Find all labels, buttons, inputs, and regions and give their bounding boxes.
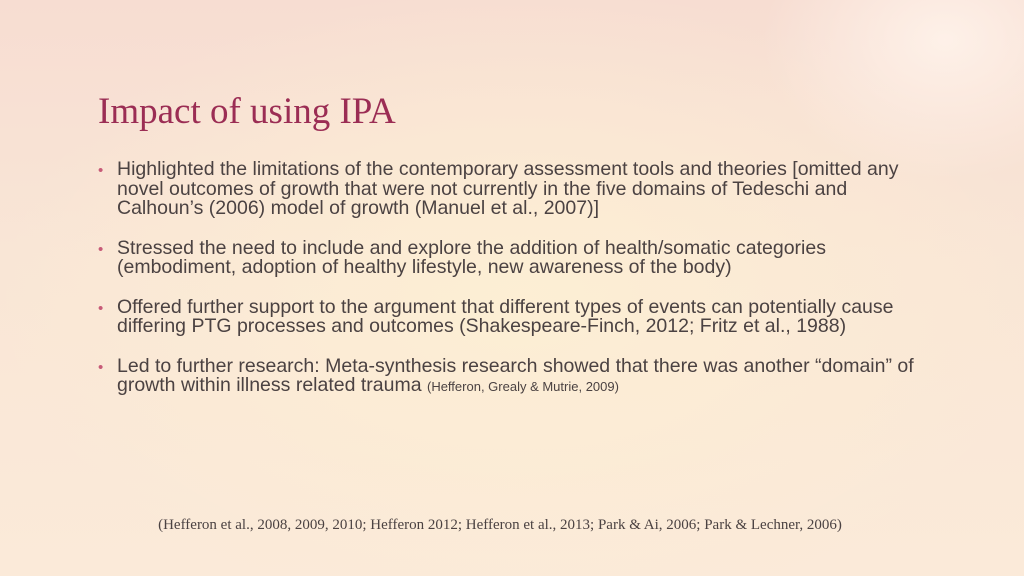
bullet-marker: •: [98, 358, 104, 376]
bullet-text: Led to further research: Meta-synthesis research showed that there was another “domain” of growth within illness related trauma: [117, 354, 914, 396]
bullet-item: [98, 236, 928, 278]
slide-title: Impact of using IPA: [98, 91, 396, 132]
bullet-text: Highlighted the limitations of the contemporary assessment tools and theories [omitted any novel outcomes of growth that were not currently in the five domains of Tedeschi and Calhoun’s (2006) model of growth (Manuel et al., 2007)]: [117, 158, 899, 219]
footer-reference: (Hefferon et al., 2008, 2009, 2010; Hefferon 2012; Hefferon et al., 2013; Park & Ai, 2006; Park & Lechner, 2006): [158, 517, 842, 533]
bullet-citation: (Hefferon, Grealy & Mutrie, 2009): [426, 379, 619, 394]
bullet-item: [98, 160, 928, 219]
bullet-list: [98, 160, 928, 417]
bullet-text: Stressed the need to include and explore the addition of health/somatic categories (embodiment, adoption of healthy lifestyle, new awareness of the body): [117, 236, 826, 278]
bullet-item: [98, 295, 928, 337]
bullet-text: Offered further support to the argument that different types of events can potentially cause differing PTG processes and outcomes (Shakespeare-Finch, 2012; Fritz et al., 1988): [117, 295, 894, 337]
bullet-marker: •: [98, 240, 104, 258]
bullet-item: [98, 354, 928, 397]
bullet-marker: •: [98, 299, 104, 317]
bullet-marker: •: [98, 162, 104, 179]
